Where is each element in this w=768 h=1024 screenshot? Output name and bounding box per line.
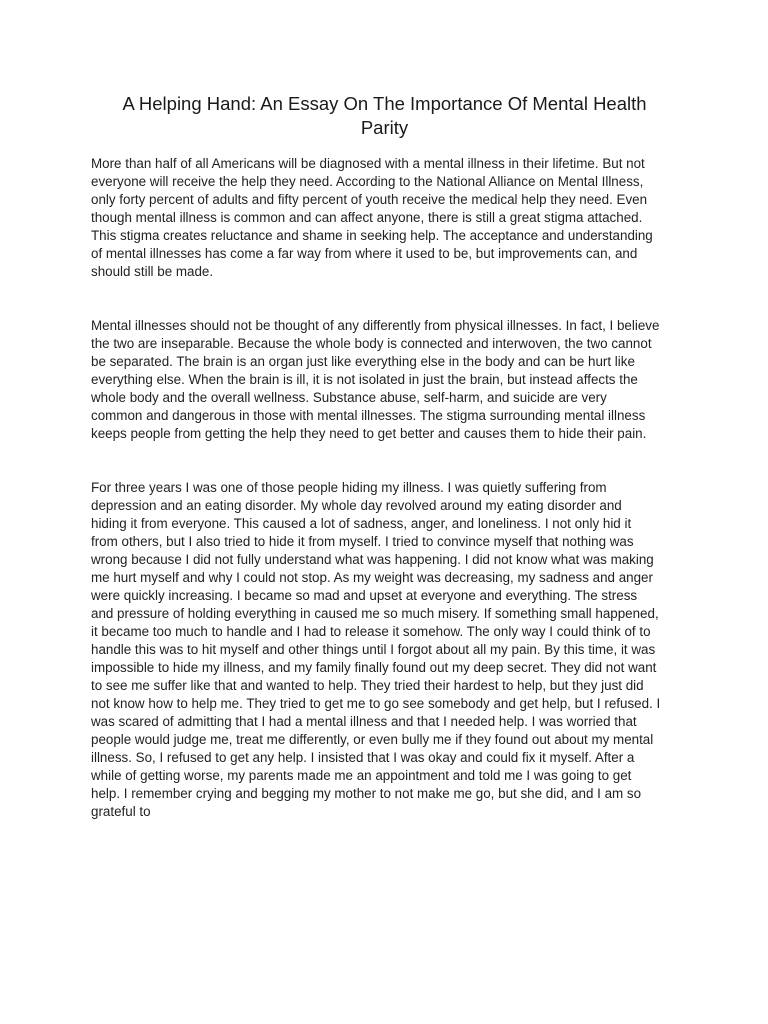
text-line: everything else. When the brain is ill, it is not isolated in just the brain, but instead affects the <box>91 372 638 387</box>
text-line: people would judge me, treat me differently, or even bully me if they found out about my mental <box>91 732 654 747</box>
text-line: from others, but I also tried to hide it from myself. I tried to convince myself that nothing was <box>91 534 634 549</box>
text-line: illness. So, I refused to get any help. I insisted that I was okay and could fix it myself. After a <box>91 750 635 765</box>
text-line: handle this was to hit myself and other things until I forgot about all my pain. By this time, it was <box>91 642 656 657</box>
text-line: while of getting worse, my parents made me an appointment and told me I was going to get <box>91 768 632 783</box>
text-line: me hurt myself and why I could not stop. As my weight was decreasing, my sadness and anger <box>91 570 653 585</box>
text-line: should still be made. <box>91 264 214 279</box>
text-line: common and dangerous in those with mental illnesses. The stigma surrounding mental illness <box>91 408 646 423</box>
text-line: keeps people from getting the help they need to get better and causes them to hide their pain. <box>91 426 647 441</box>
text-line: were quickly increasing. I became so mad and upset at everyone and everything. The stress <box>91 588 638 603</box>
text-line: it became too much to handle and I had to release it somehow. The only way I could think of to <box>91 624 651 639</box>
text-line: only forty percent of adults and fifty percent of youth receive the medical help they need. Even <box>91 192 648 207</box>
text-line: More than half of all Americans will be diagnosed with a mental illness in their lifetime. But not <box>91 156 645 171</box>
text-line: Mental illnesses should not be thought of any differently from physical illnesses. In fact, I believe <box>91 318 660 333</box>
text-line: grateful to <box>91 804 151 819</box>
text-line: wrong because I did not fully understand what was happening. I did not know what was making <box>91 552 654 567</box>
essay-title-line-2: Parity <box>360 117 409 138</box>
text-line: be separated. The brain is an organ just like everything else in the body and can be hurt like <box>91 354 635 369</box>
text-line: For three years I was one of those people hiding my illness. I was quietly suffering from <box>91 480 607 495</box>
text-line: This stigma creates reluctance and shame in seeking help. The acceptance and understanding <box>91 228 653 243</box>
text-line: not know how to help me. They tried to get me to go see somebody and get help, but I refused. I <box>91 696 661 711</box>
text-line: of mental illnesses has come a far way from where it used to be, but improvements can, and <box>91 246 638 261</box>
text-line: whole body and the overall wellness. Substance abuse, self-harm, and suicide are very <box>91 390 607 405</box>
text-line: hiding it from everyone. This caused a lot of sadness, anger, and loneliness. I not only hid it <box>91 516 632 531</box>
text-line: the two are inseparable. Because the whole body is connected and interwoven, the two cannot <box>91 336 652 351</box>
text-line: and pressure of holding everything in caused me so much misery. If something small happened, <box>91 606 659 621</box>
text-line: everyone will receive the help they need. According to the National Alliance on Mental Illness, <box>91 174 644 189</box>
paragraph-spacer <box>91 443 678 479</box>
text-line: to see me suffer like that and wanted to help. They tried their hardest to help, but they just did <box>91 678 644 693</box>
text-line: impossible to hide my illness, and my family finally found out my deep secret. They did not want <box>91 660 657 675</box>
text-line: depression and an eating disorder. My whole day revolved around my eating disorder and <box>91 498 622 513</box>
paragraph-spacer <box>91 281 678 317</box>
text-line: was scared of admitting that I had a mental illness and that I needed help. I was worried that <box>91 714 637 729</box>
paragraph-3 <box>91 479 678 821</box>
essay-title-line-1: A Helping Hand: An Essay On The Importance Of Mental Health <box>122 93 647 114</box>
essay-title <box>91 92 678 140</box>
paragraph-1 <box>91 155 678 281</box>
paragraph-2 <box>91 317 678 443</box>
text-line: though mental illness is common and can affect anyone, there is still a great stigma attached. <box>91 210 643 225</box>
text-line: help. I remember crying and begging my mother to not make me go, but she did, and I am so <box>91 786 642 801</box>
